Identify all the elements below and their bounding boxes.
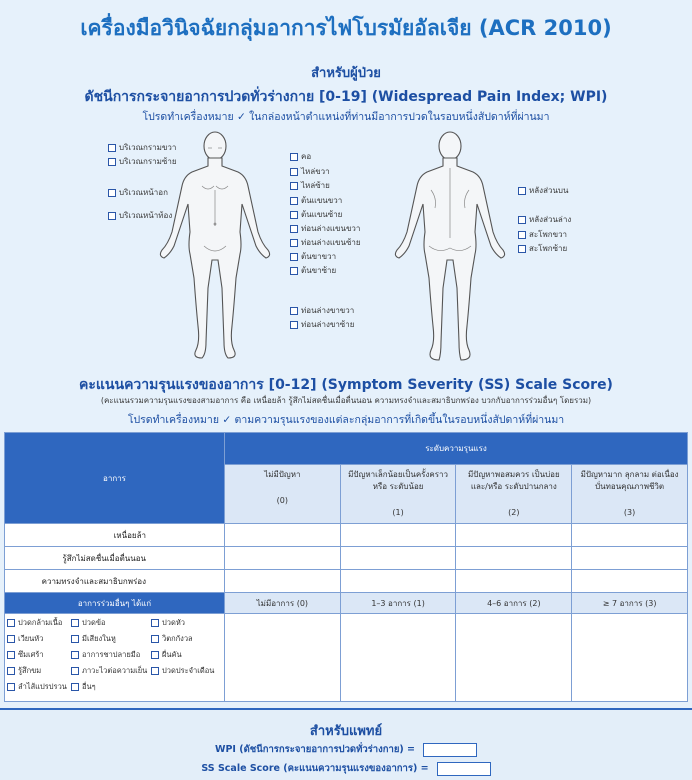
level-2-header: มีปัญหาพอสมควร เป็นบ่อย และ/หรือ ระดับปานกลาง (2): [456, 465, 572, 524]
checkbox-icon: [151, 619, 159, 627]
checkbox-icon: [290, 253, 298, 261]
region-abdomen[interactable]: บริเวณหน้าท้อง: [108, 209, 172, 222]
checkbox-icon: [71, 667, 79, 675]
region-neck[interactable]: คอ: [290, 150, 311, 163]
severity-cell[interactable]: [456, 547, 572, 570]
other-symptom-item[interactable]: วิตกกังวล: [151, 633, 221, 645]
checkbox-icon: [290, 153, 298, 161]
severity-cell[interactable]: [224, 547, 340, 570]
checkbox-icon: [7, 683, 15, 691]
other-symptom-item[interactable]: ปวดกล้ามเนื้อ: [7, 617, 71, 629]
checkbox-icon: [290, 307, 298, 315]
region-right-upper-arm[interactable]: ต้นแขนขวา: [290, 194, 342, 207]
checkbox-icon: [151, 651, 159, 659]
other-symptom-item[interactable]: ลำไส้แปรปรวน: [7, 681, 71, 693]
ss-instruction-b: ตามความรุนแรงของแต่ละกลุ่มอาการที่เกิดขึ้นในรอบหนึ่งสัปดาห์ที่ผ่านมา: [234, 414, 565, 426]
ss-score-field[interactable]: [437, 762, 491, 776]
ss-instruction-a: โปรดทำเครื่องหมาย: [127, 414, 219, 426]
other-level-2: 4–6 อาการ (2): [456, 593, 572, 614]
checkbox-icon: [290, 182, 298, 190]
region-right-hip[interactable]: สะโพกขวา: [518, 228, 567, 241]
other-symptom-item[interactable]: ปวดประจำเดือน: [151, 665, 221, 677]
region-left-hip[interactable]: สะโพกซ้าย: [518, 242, 567, 255]
doctor-section: [0, 708, 692, 780]
other-symptom-item[interactable]: ผื่นคัน: [151, 649, 221, 661]
ss-score-row: [0, 761, 692, 776]
wpi-score-field[interactable]: [423, 743, 477, 757]
back-body-figure: [385, 128, 515, 368]
checkbox-icon: [108, 189, 116, 197]
ss-subtitle: (คะแนนรวมความรุนแรงของสามอาการ คือ เหนื่อยล้า รู้สึกไม่สดชื่นเมื่อตื่นนอน ความทรงจำและสมาธิบกพร่อง บวกกับอาการร่วมอื่นๆ โดยรวม): [100, 396, 592, 405]
checkbox-icon: [290, 321, 298, 329]
ss-score-label: SS Scale Score (คะแนนความรุนแรงของอาการ) =: [201, 763, 429, 774]
severity-table: [4, 432, 688, 702]
other-symptom-item[interactable]: รู้สึกขม: [7, 665, 71, 677]
region-right-upper-leg[interactable]: ต้นขาขวา: [290, 250, 336, 263]
symptom-cognitive: ความทรงจำและสมาธิบกพร่อง: [5, 570, 225, 593]
wpi-score-label: WPI (ดัชนีการกระจายอาการปวดทั่วร่างกาย) =: [214, 744, 416, 755]
checkbox-icon: [290, 211, 298, 219]
severity-header: ระดับความรุนแรง: [224, 433, 687, 465]
region-left-jaw[interactable]: บริเวณกรามซ้าย: [108, 155, 177, 168]
region-left-upper-arm[interactable]: ต้นแขนซ้าย: [290, 208, 342, 221]
symptom-fatigue: เหนื่อยล้า: [5, 524, 225, 547]
region-lower-back[interactable]: หลังส่วนล่าง: [518, 213, 571, 226]
other-symptom-item[interactable]: ซึมเศร้า: [7, 649, 71, 661]
checkbox-icon: [71, 635, 79, 643]
checkbox-icon: [151, 635, 159, 643]
region-right-lower-leg[interactable]: ท่อนล่างขาขวา: [290, 304, 354, 317]
table-row: [5, 547, 688, 570]
severity-cell[interactable]: [340, 524, 456, 547]
severity-cell[interactable]: [456, 614, 572, 702]
checkbox-icon: [518, 216, 526, 224]
severity-cell[interactable]: [456, 524, 572, 547]
ss-title: คะแนนความรุนแรงของอาการ [0-12] (Symptom Severity (SS) Scale Score): [79, 377, 613, 393]
region-upper-back[interactable]: หลังส่วนบน: [518, 184, 568, 197]
severity-cell[interactable]: [572, 614, 688, 702]
region-right-lower-arm[interactable]: ท่อนล่างแขนขวา: [290, 222, 360, 235]
severity-cell[interactable]: [224, 524, 340, 547]
other-symptom-item[interactable]: อาการชาปลายมือ: [71, 649, 151, 661]
checkbox-icon: [108, 144, 116, 152]
checkmark-icon: ✓: [236, 111, 246, 123]
region-left-lower-leg[interactable]: ท่อนล่างขาซ้าย: [290, 318, 354, 331]
checkmark-icon: ✓: [222, 414, 232, 426]
checkbox-icon: [518, 187, 526, 195]
other-symptom-item[interactable]: มีเสียงในหู: [71, 633, 151, 645]
checkbox-icon: [71, 683, 79, 691]
other-symptom-item[interactable]: ปวดข้อ: [71, 617, 151, 629]
region-right-jaw[interactable]: บริเวณกรามขวา: [108, 141, 176, 154]
table-row: [5, 570, 688, 593]
checkbox-icon: [71, 651, 79, 659]
other-level-0: ไม่มีอาการ (0): [224, 593, 340, 614]
checkbox-icon: [108, 212, 116, 220]
other-symptom-item[interactable]: เวียนหัว: [7, 633, 71, 645]
checkbox-icon: [290, 267, 298, 275]
level-3-header: มีปัญหามาก ลุกลาม ต่อเนื่อง บั่นทอนคุณภาพชีวิต (3): [572, 465, 688, 524]
wpi-score-row: [0, 742, 692, 757]
checkbox-icon: [518, 231, 526, 239]
severity-cell[interactable]: [572, 524, 688, 547]
other-symptom-item[interactable]: ภาวะไวต่อความเย็น: [71, 665, 151, 677]
checkbox-icon: [290, 168, 298, 176]
severity-cell[interactable]: [224, 570, 340, 593]
region-right-shoulder[interactable]: ไหล่ขวา: [290, 165, 330, 178]
ss-instruction: [0, 411, 692, 428]
severity-cell[interactable]: [340, 570, 456, 593]
severity-cell[interactable]: [340, 614, 456, 702]
other-symptoms-header: อาการร่วมอื่นๆ ได้แก่: [5, 593, 225, 614]
form-title: เครื่องมือวินิจฉัยกลุ่มอาการไฟโบรมัยอัลเจีย (ACR 2010): [80, 16, 612, 40]
region-chest[interactable]: บริเวณหน้าอก: [108, 186, 168, 199]
wpi-instruction-a: โปรดทำเครื่องหมาย: [142, 111, 234, 123]
checkbox-icon: [290, 225, 298, 233]
level-0-header: ไม่มีปัญหา (0): [224, 465, 340, 524]
checkbox-icon: [7, 667, 15, 675]
checkbox-icon: [7, 619, 15, 627]
region-left-lower-arm[interactable]: ท่อนล่างแขนซ้าย: [290, 236, 361, 249]
checkbox-icon: [108, 158, 116, 166]
severity-cell[interactable]: [572, 547, 688, 570]
checkbox-icon: [518, 245, 526, 253]
checkbox-icon: [7, 635, 15, 643]
table-row: [5, 524, 688, 547]
other-symptoms-list: [5, 614, 225, 702]
symptom-header: อาการ: [5, 433, 225, 524]
symptom-unrefreshed: รู้สึกไม่สดชื่นเมื่อตื่นนอน: [5, 547, 225, 570]
doctor-section-heading: สำหรับแพทย์: [309, 724, 383, 739]
checkbox-icon: [71, 619, 79, 627]
other-symptom-item[interactable]: อื่นๆ: [71, 681, 151, 693]
patient-section-heading: สำหรับผู้ป่วย: [311, 66, 381, 81]
region-left-shoulder[interactable]: ไหล่ซ้าย: [290, 179, 330, 192]
severity-cell[interactable]: [572, 570, 688, 593]
checkbox-icon: [151, 667, 159, 675]
severity-cell[interactable]: [224, 614, 340, 702]
region-left-upper-leg[interactable]: ต้นขาซ้าย: [290, 264, 336, 277]
other-level-1: 1–3 อาการ (1): [340, 593, 456, 614]
severity-cell[interactable]: [456, 570, 572, 593]
checkbox-icon: [290, 197, 298, 205]
wpi-instruction-b: ในกล่องหน้าตำแหน่งที่ท่านมีอาการปวดในรอบหนึ่งสัปดาห์ที่ผ่านมา: [249, 111, 550, 123]
other-level-3: ≥ 7 อาการ (3): [572, 593, 688, 614]
checkbox-icon: [290, 239, 298, 247]
wpi-title: ดัชนีการกระจายอาการปวดทั่วร่างกาย [0-19] (Widespread Pain Index; WPI): [84, 89, 608, 105]
other-symptom-item[interactable]: ปวดหัว: [151, 617, 221, 629]
wpi-instruction: [0, 108, 692, 125]
checkbox-icon: [7, 651, 15, 659]
level-1-header: มีปัญหาเล็กน้อยเป็นครั้งคราว หรือ ระดับน้อย (1): [340, 465, 456, 524]
severity-cell[interactable]: [340, 547, 456, 570]
